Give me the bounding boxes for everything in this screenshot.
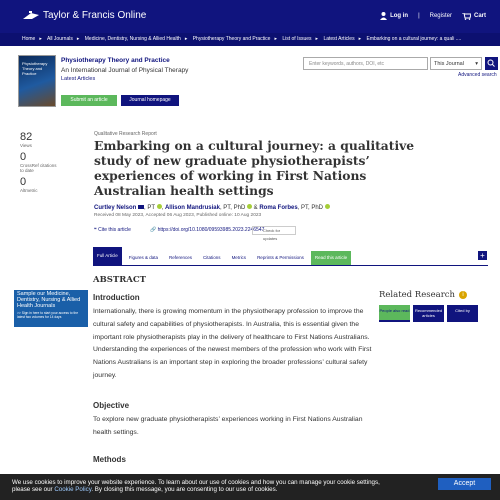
- tab-full-article[interactable]: Full Article: [93, 247, 122, 265]
- chevron-down-icon: ▾: [475, 61, 478, 67]
- tab-reprints[interactable]: Reprints & Permissions: [257, 255, 304, 260]
- sample-banner-title: Sample our Medicine, Dentistry, Nursing & Allied Health Journals: [17, 291, 81, 309]
- author-credentials: , PT, PhD: [297, 205, 324, 211]
- quote-icon: ❝: [94, 227, 99, 233]
- user-icon: [380, 12, 387, 20]
- cart-icon: [462, 13, 471, 20]
- article-title: Embarking on a cultural journey: a qualitative study of new graduate physiotherapists’ experiences of working in First Nations Australian health settings: [94, 138, 415, 198]
- publication-dates: Received 08 May 2023, Accepted 06 Aug 2023, Published online: 10 Aug 2023: [94, 213, 262, 218]
- journal-cover[interactable]: Physiotherapy Theory and Practice: [18, 55, 56, 107]
- author-link[interactable]: Allison Mandrusiak: [164, 205, 220, 211]
- logo-text: Taylor & Francis Online: [43, 10, 147, 21]
- tab-cited-by[interactable]: Cited by: [447, 305, 478, 322]
- author-credentials: , PT: [144, 205, 155, 211]
- article-type: Qualitative Research Report: [94, 131, 157, 137]
- objective-text: To explore new graduate physiotherapists’ experiences working in First Nations Australian health settings.: [93, 416, 363, 436]
- author-separator: &: [253, 205, 258, 211]
- orcid-icon[interactable]: [325, 204, 330, 209]
- author-link[interactable]: Curtley Nelson: [94, 205, 137, 211]
- objective-heading: Objective: [93, 401, 130, 410]
- lamp-logo-icon: [22, 10, 40, 21]
- link-icon: 🔗: [150, 227, 158, 233]
- tab-recommended[interactable]: Recommended articles: [413, 305, 444, 322]
- citations-label: CrossRef citations to date: [20, 162, 57, 173]
- tab-citations[interactable]: Citations: [203, 255, 221, 260]
- site-logo[interactable]: [22, 10, 146, 21]
- sample-banner-sub[interactable]: >> Sign in here to start your access to the latest two volumes for 14 days: [17, 311, 79, 320]
- search-input[interactable]: Enter keywords, authors, DOI, etc: [303, 57, 428, 70]
- sample-journals-banner[interactable]: [14, 290, 88, 327]
- citations-count: 0: [20, 150, 27, 163]
- author-credentials: , PT, PhD: [219, 205, 246, 211]
- cite-article-link[interactable]: ❝ Cite this article: [94, 227, 131, 233]
- read-article-button[interactable]: Read this article: [311, 251, 351, 265]
- latest-articles-link[interactable]: Latest Articles: [61, 76, 96, 82]
- breadcrumb: Home ▸ All Journals ▸ Medicine, Dentistry, Nursing & Allied Health ▸ Physiotherapy Theory and Practice ▸ List of Issues ▸ Latest Articles ▸ Embarking on a cultural journey: a quali ....: [0, 33, 500, 46]
- related-research-heading: Related Research i: [379, 290, 467, 300]
- orcid-icon[interactable]: [157, 204, 162, 209]
- author-link[interactable]: Roma Forbes: [259, 205, 298, 211]
- journal-subtitle: An International Journal of Physical Therapy: [61, 67, 189, 74]
- views-label: Views: [20, 143, 32, 148]
- cookie-text-2: please see our: [12, 486, 53, 493]
- journal-title[interactable]: Physiotherapy Theory and Practice: [61, 57, 170, 64]
- tab-references[interactable]: References: [169, 255, 193, 260]
- accept-cookies-button[interactable]: Accept: [438, 478, 491, 490]
- methods-heading: Methods: [93, 455, 126, 464]
- cookie-text-3: . By closing this message, you are consenting to our use of cookies.: [91, 486, 278, 493]
- views-count: 82: [20, 131, 33, 143]
- search-button[interactable]: [485, 57, 498, 70]
- article-tabs: [93, 247, 351, 265]
- altmetric-label: Altmetric: [20, 187, 38, 193]
- breadcrumb-all-journals[interactable]: All Journals: [46, 36, 73, 42]
- altmetric-count: 0: [20, 175, 27, 188]
- search-icon: [485, 57, 498, 70]
- search-scope-select[interactable]: This Journal ▾: [430, 57, 482, 70]
- tab-people-also-read[interactable]: People also read: [379, 305, 410, 322]
- top-bar: [0, 0, 500, 33]
- cart-link[interactable]: Cart: [462, 13, 486, 20]
- orcid-icon[interactable]: [247, 204, 252, 209]
- breadcrumb-journal[interactable]: Physiotherapy Theory and Practice: [192, 36, 271, 42]
- related-tabs: [379, 305, 478, 322]
- article-metrics: [20, 132, 80, 196]
- tab-figures[interactable]: Figures & data: [128, 255, 159, 260]
- abstract-heading: ABSTRACT: [93, 275, 146, 285]
- register-link[interactable]: Register: [429, 13, 452, 19]
- breadcrumb-issues[interactable]: List of Issues: [282, 36, 312, 42]
- submit-article-button[interactable]: Submit an article: [61, 95, 117, 106]
- cookie-text: We use cookies to improve your website experience. To learn about our use of cookies and how you can manage your cookie settings,: [12, 479, 380, 486]
- introduction-heading: Introduction: [93, 293, 140, 302]
- divider: |: [418, 13, 420, 19]
- login-link[interactable]: Log in: [380, 12, 408, 20]
- check-updates-button[interactable]: Check for updates: [252, 226, 296, 235]
- expand-plus-icon[interactable]: +: [478, 251, 487, 260]
- tab-metrics[interactable]: Metrics: [231, 255, 247, 260]
- author-list: Curtley Nelson , PT , Allison Mandrusiak, PT, PhD & Roma Forbes, PT, PhD: [94, 204, 330, 211]
- breadcrumb-current: Embarking on a cultural journey: a quali ....: [366, 36, 462, 42]
- doi-link[interactable]: 🔗 https://doi.org/10.1080/09593985.2023.2246547: [150, 227, 265, 233]
- journal-homepage-button[interactable]: Journal homepage: [121, 95, 179, 106]
- breadcrumb-subject[interactable]: Medicine, Dentistry, Nursing & Allied Health: [84, 36, 181, 42]
- tab-divider: [93, 265, 488, 266]
- cookie-banner: [0, 474, 500, 500]
- cookie-policy-link[interactable]: Cookie Policy: [54, 486, 92, 493]
- breadcrumb-home[interactable]: Home: [22, 36, 36, 42]
- advanced-search-link[interactable]: Advanced search: [458, 72, 497, 78]
- info-icon[interactable]: i: [459, 291, 467, 299]
- breadcrumb-latest[interactable]: Latest Articles: [323, 36, 355, 42]
- introduction-text: Internationally, there is growing momentum in the physiotherapy profession to improve the cultural safety and capabilities of physiotherapists. In Australia, this is essential given the important role physiotherapists play in the delivery of healthcare to First Nations Australians. Understanding the experiences of the newest members of the profession who work with First Nations Australians is an important step in exploring the broader professions’ cultural safety journey.: [93, 308, 372, 379]
